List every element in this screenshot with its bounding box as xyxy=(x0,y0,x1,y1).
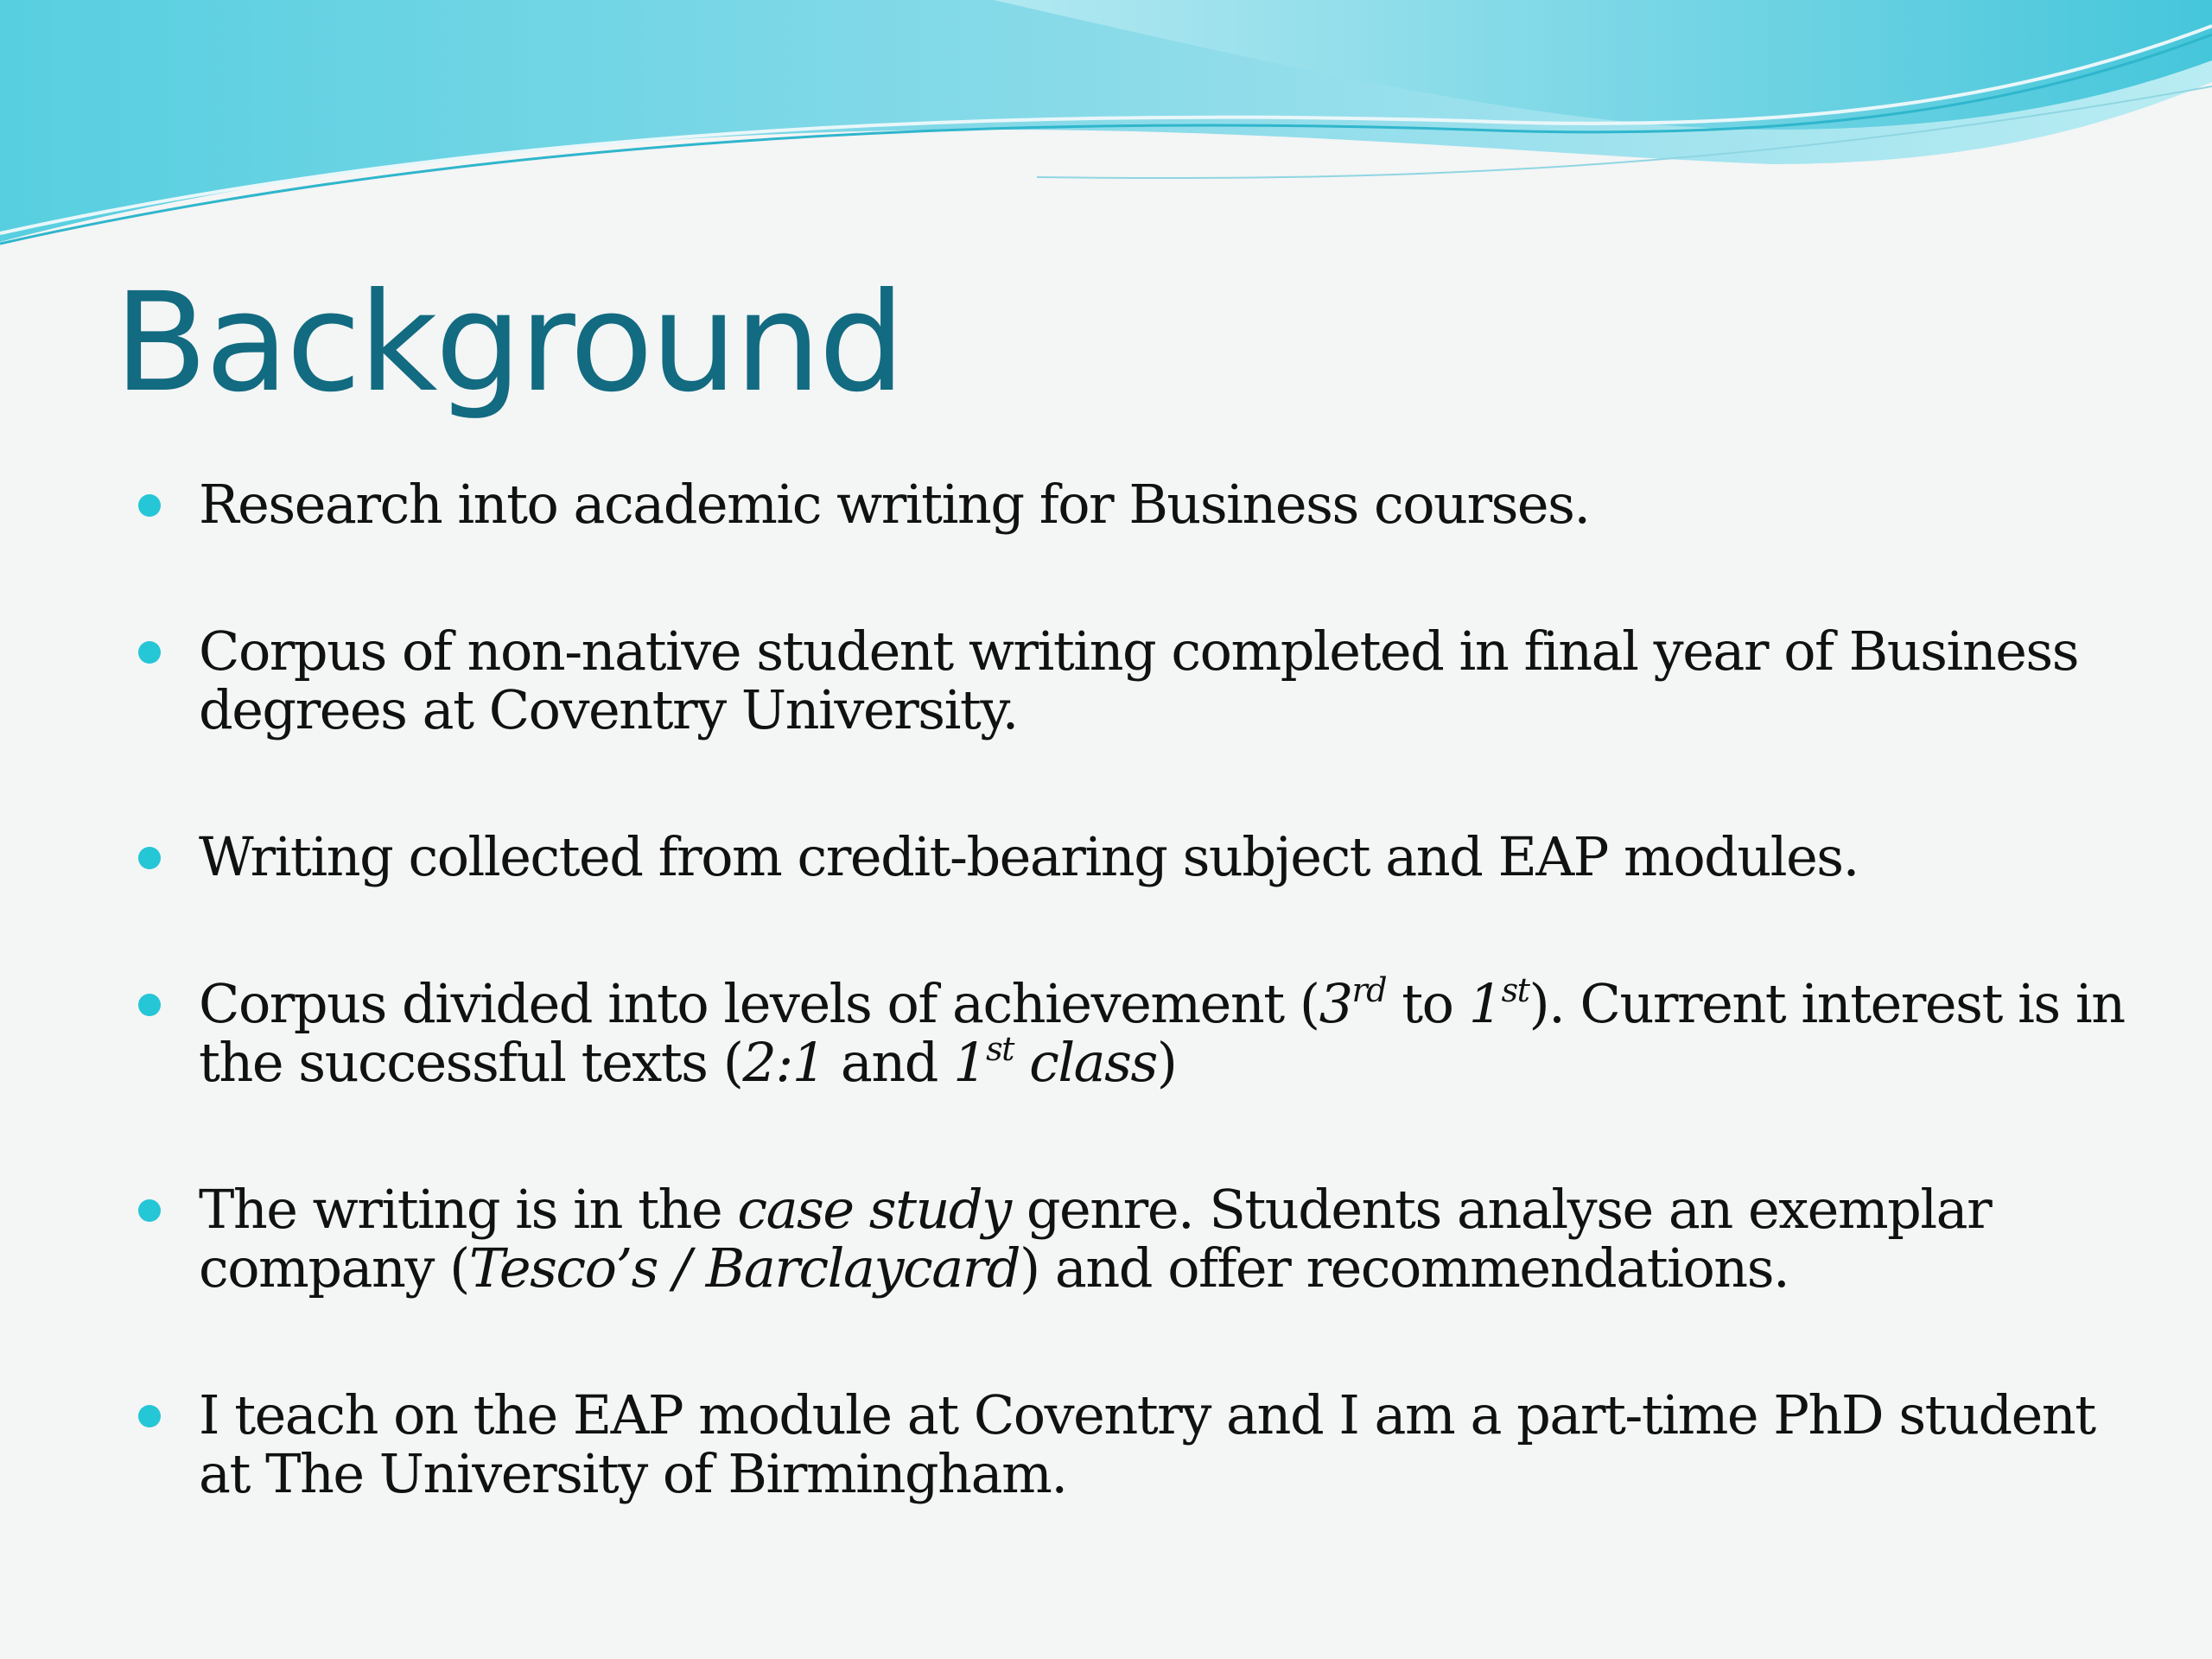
bullet-writing-collected xyxy=(138,825,2126,888)
bullet-text-part: Corpus divided into levels of achievement ( xyxy=(199,972,1319,1035)
bullet-dot-icon xyxy=(138,494,161,517)
bullet-text: Research into academic writing for Business courses. xyxy=(199,473,1590,536)
ordinal-suffix: rd xyxy=(1351,971,1387,1009)
bullet-list xyxy=(138,475,2126,1592)
bullet-text-part: to xyxy=(1386,972,1469,1035)
bullet-research xyxy=(138,475,2126,534)
bullet-dot-icon xyxy=(138,641,161,664)
bullet-text-part: ) and offer recommendations. xyxy=(1020,1236,1789,1300)
bullet-text: Writing collected from credit-bearing subject and EAP modules. xyxy=(199,825,1859,888)
bullet-dot-icon xyxy=(138,1405,161,1427)
italic-text: Tesco’s / Barclaycard xyxy=(468,1236,1020,1300)
ordinal-number: 1 xyxy=(1468,972,1502,1035)
bullet-text-part: The writing is in the xyxy=(199,1178,738,1241)
bullet-dot-icon xyxy=(138,994,161,1016)
bullet-corpus xyxy=(138,622,2126,740)
bullet-text: I teach on the EAP module at Coventry and I am a part-time PhD student at The University of Birmingham. xyxy=(199,1383,2095,1505)
bullet-text: Corpus of non-native student writing completed in final year of Business degrees at Coventry University. xyxy=(199,620,2079,741)
bullet-case-study xyxy=(138,1180,2126,1298)
decorative-wave-header xyxy=(0,0,2212,259)
bullet-levels xyxy=(138,971,2126,1094)
ordinal-suffix: st xyxy=(986,1030,1014,1068)
slide-title: Background xyxy=(114,264,903,423)
ordinal-suffix: st xyxy=(1501,971,1529,1009)
italic-text: case study xyxy=(737,1178,1011,1241)
ordinal-number: 1 xyxy=(953,1031,987,1094)
bullet-dot-icon xyxy=(138,1199,161,1222)
ordinal-number: 3 xyxy=(1319,972,1352,1035)
bullet-text-part: genre. Students analyse an exemplar company ( xyxy=(199,1178,1992,1300)
bullet-teach xyxy=(138,1383,2126,1505)
italic-text: class xyxy=(1013,1031,1157,1094)
bullet-text-part: ) xyxy=(1156,1031,1177,1094)
italic-text: 2:1 xyxy=(742,1031,825,1094)
bullet-dot-icon xyxy=(138,847,161,869)
bullet-text-part: and xyxy=(824,1031,954,1094)
bullet-text-part: ). Current interest is in the successful texts ( xyxy=(199,972,2125,1094)
